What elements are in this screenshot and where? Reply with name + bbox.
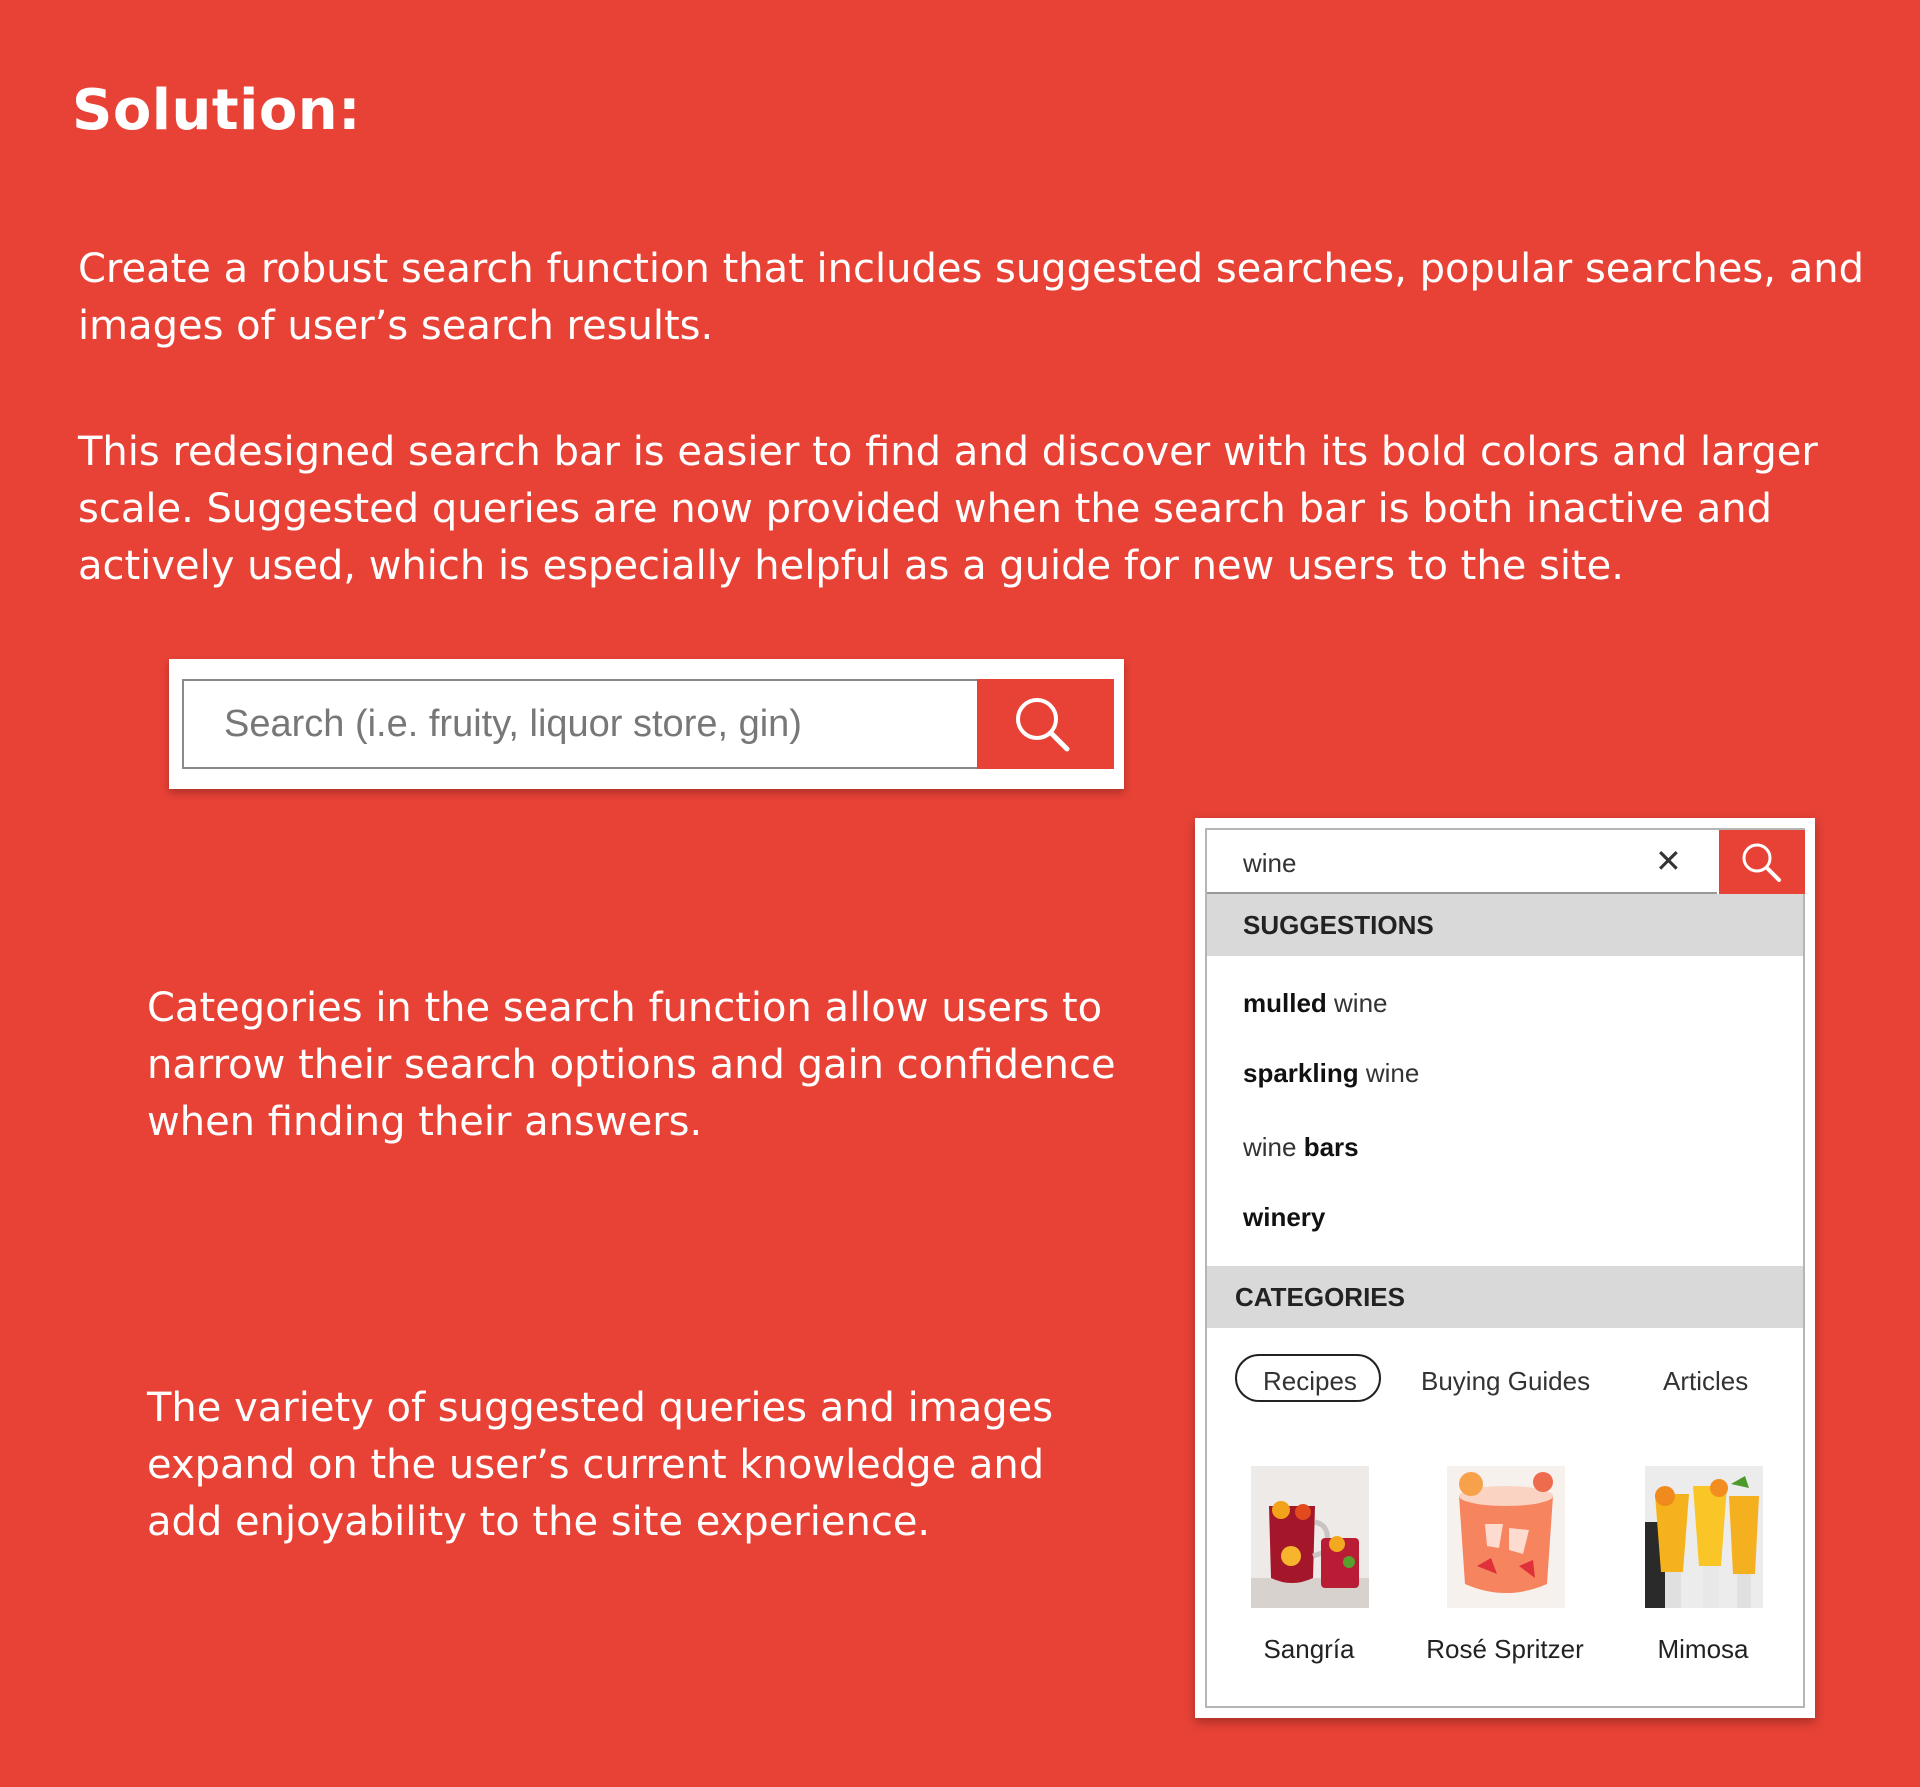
- mimosa-image[interactable]: [1645, 1466, 1763, 1608]
- search-icon: [977, 679, 1114, 769]
- suggestion-rest: wine: [1358, 1058, 1420, 1088]
- suggestion-rest: wine: [1326, 988, 1388, 1018]
- suggestion-bold: winery: [1243, 1202, 1326, 1232]
- tab-buying-guides[interactable]: Buying Guides: [1421, 1366, 1591, 1396]
- search-placeholder: Search (i.e. fruity, liquor store, gin): [224, 703, 802, 745]
- categories-header: [1207, 1266, 1803, 1328]
- suggestion-item[interactable]: [1243, 1132, 1359, 1163]
- search-icon: [1719, 830, 1805, 894]
- suggestion-item[interactable]: [1243, 1058, 1419, 1089]
- suggestion-bold: sparkling: [1243, 1058, 1359, 1088]
- active-search-input[interactable]: [1207, 830, 1717, 894]
- search-button[interactable]: [1719, 830, 1805, 894]
- suggestions-header: [1207, 894, 1803, 956]
- redesign-paragraph: This redesigned search bar is easier to find and discover with its bold colors and larger scale. Suggested queries are now provided when the search bar is both inactive and actively used, which is especially helpful as a guide for new users to the site.: [78, 429, 1818, 589]
- close-icon[interactable]: ✕: [1655, 843, 1682, 879]
- search-query: wine: [1243, 848, 1297, 878]
- suggestion-item[interactable]: [1243, 988, 1388, 1019]
- sangria-image[interactable]: [1251, 1466, 1369, 1608]
- variety-paragraph: The variety of suggested queries and images expand on the user’s current knowledge and add enjoyability to the site experience.: [147, 1385, 1054, 1545]
- search-dropdown-mockup: [1195, 818, 1815, 1718]
- page-title: Solution:: [72, 78, 362, 143]
- suggestion-pre: wine: [1243, 1132, 1304, 1162]
- search-input[interactable]: [182, 679, 977, 769]
- suggestion-bold: mulled: [1243, 988, 1327, 1018]
- suggestions-header-label: SUGGESTIONS: [1243, 910, 1434, 940]
- categories-header-label: CATEGORIES: [1235, 1282, 1405, 1312]
- result-label-rose-spritzer[interactable]: Rosé Spritzer: [1426, 1634, 1584, 1664]
- suggestion-item[interactable]: [1243, 1202, 1325, 1233]
- result-label-mimosa[interactable]: Mimosa: [1657, 1634, 1749, 1664]
- suggestion-bold: bars: [1303, 1132, 1359, 1162]
- search-bar-mockup: [169, 659, 1124, 789]
- search-dropdown: [1205, 828, 1805, 1708]
- categories-paragraph: Categories in the search function allow users to narrow their search options and gain confidence when finding their answers.: [147, 985, 1116, 1145]
- tab-recipes[interactable]: Recipes: [1263, 1366, 1357, 1396]
- search-button[interactable]: [977, 679, 1114, 769]
- result-label-sangria[interactable]: Sangría: [1263, 1634, 1355, 1664]
- tab-articles[interactable]: Articles: [1663, 1366, 1749, 1396]
- intro-paragraph: Create a robust search function that includes suggested searches, popular searches, and images of user’s search results.: [78, 246, 1864, 349]
- rose-spritzer-image[interactable]: [1447, 1466, 1565, 1608]
